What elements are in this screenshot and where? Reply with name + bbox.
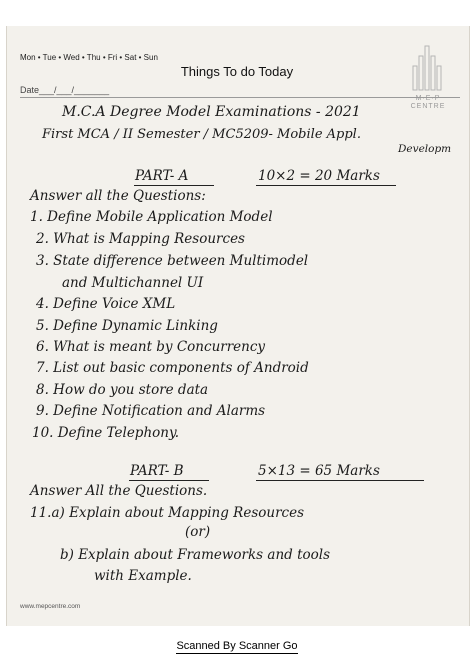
question-11-or: (or) xyxy=(185,524,211,540)
question-6: 6. What is meant by Concurrency xyxy=(36,339,266,355)
question-2: 2. What is Mapping Resources xyxy=(36,231,245,247)
logo-line-2: CENTRE xyxy=(410,103,446,110)
part-b-instruction: Answer All the Questions. xyxy=(30,483,208,499)
question-9: 9. Define Notification and Alarms xyxy=(36,403,266,419)
question-3-cont: and Multichannel UI xyxy=(62,275,204,291)
question-11b: b) Explain about Frameworks and tools xyxy=(60,547,331,563)
part-b-underline xyxy=(129,480,209,481)
mep-logo-icon xyxy=(395,42,459,94)
question-5: 5. Define Dynamic Linking xyxy=(36,318,218,334)
question-8: 8. How do you store data xyxy=(36,382,209,398)
question-4: 4. Define Voice XML xyxy=(36,296,176,312)
exam-title: M.C.A Degree Model Examinations - 2021 xyxy=(62,104,361,120)
exam-subtitle-cont: Developm xyxy=(398,143,452,155)
exam-subtitle: First MCA / II Semester / MC5209- Mobile Appl. xyxy=(42,127,361,142)
header-rule xyxy=(20,97,460,98)
question-3: 3. State difference between Multimodel xyxy=(36,253,309,269)
question-11b-cont: with Example. xyxy=(94,568,192,584)
part-b-marks-underline xyxy=(256,480,424,481)
planner-heading: Things To do Today xyxy=(180,64,294,79)
date-field: Date___/___/_______ xyxy=(20,85,110,95)
part-b-marks: 5×13 = 65 Marks xyxy=(258,463,380,479)
weekday-strip: Mon • Tue • Wed • Thu • Fri • Sat • Sun xyxy=(20,53,158,62)
part-b-label: PART- B xyxy=(130,463,184,479)
part-a-label: PART- A xyxy=(135,168,189,184)
part-a-instruction: Answer all the Questions: xyxy=(30,188,206,204)
planner-url: www.mepcentre.com xyxy=(20,603,81,610)
part-a-marks-underline xyxy=(256,185,396,186)
scanner-watermark xyxy=(0,640,474,652)
question-7: 7. List out basic components of Android xyxy=(36,360,309,376)
question-11a: 11.a) Explain about Mapping Resources xyxy=(30,505,305,521)
scanner-watermark-text: Scanned By Scanner Go xyxy=(176,640,298,652)
question-1: 1. Define Mobile Application Model xyxy=(30,209,273,225)
logo-text xyxy=(400,95,456,111)
question-10: 10. Define Telephony. xyxy=(32,425,180,441)
part-a-underline xyxy=(134,185,214,186)
part-a-marks: 10×2 = 20 Marks xyxy=(258,168,380,184)
logo-line-1: M·E·P xyxy=(415,95,441,102)
